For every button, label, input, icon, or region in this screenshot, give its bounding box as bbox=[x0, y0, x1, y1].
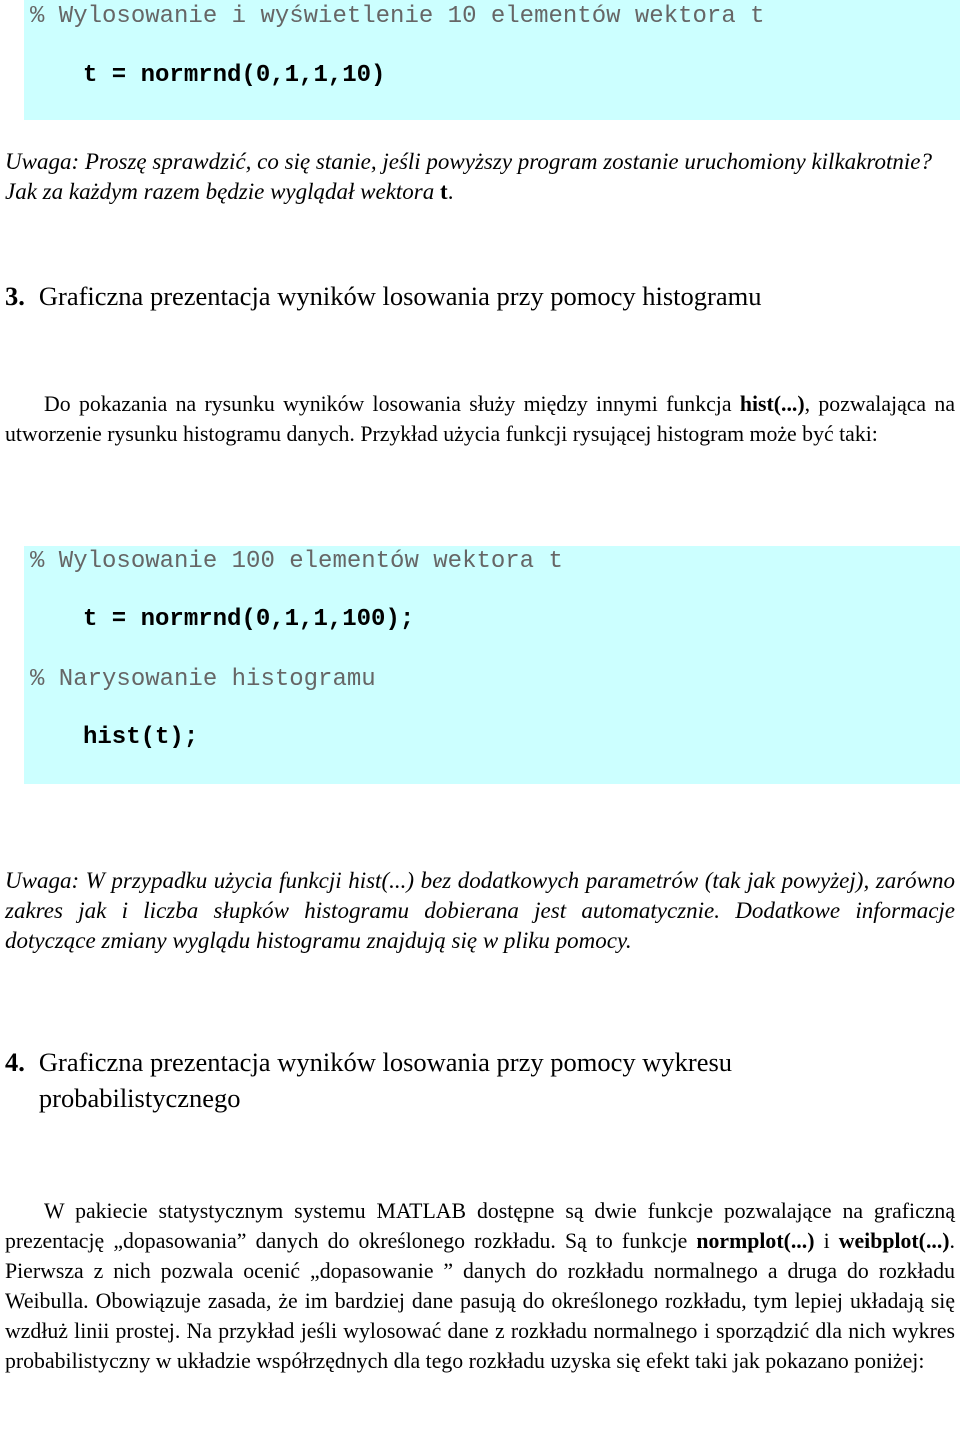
note-1-var: t bbox=[440, 179, 448, 204]
section-3-number: 3. bbox=[5, 281, 25, 311]
section-4-title-line2: probabilistycznego bbox=[38, 1083, 241, 1113]
section-4-title bbox=[39, 1044, 732, 1116]
note-1-text: Uwaga: Proszę sprawdzić, co się stanie, jeśli powyższy program zostanie uruchomiony kilkakrotnie? Jak za każdym razem będzie wyglądał wektora bbox=[5, 149, 932, 204]
section-4-paragraph bbox=[5, 1196, 955, 1376]
code-comment: % Narysowanie histogramu bbox=[30, 666, 376, 693]
section-3-paragraph bbox=[5, 389, 955, 449]
section-4-title-line1: Graficzna prezentacja wyników losowania przy pomocy wykresu bbox=[38, 1047, 733, 1077]
section-3-heading bbox=[5, 278, 761, 314]
func-normplot: normplot(...) bbox=[696, 1229, 815, 1253]
code-block-2 bbox=[24, 546, 960, 784]
func-weibplot: weibplot(...) bbox=[838, 1229, 950, 1253]
section-4-number: 4. bbox=[5, 1047, 25, 1077]
code-comment: % Wylosowanie 100 elementów wektora t bbox=[30, 548, 563, 575]
note-2: Uwaga: W przypadku użycia funkcji hist(...) bez dodatkowych parametrów (tak jak powyżej), zarówno zakres jak i liczba słupków histogramu dobierana jest automatycznie. Dodatkowe informacje dotyczące zmiany wyglądu histogramu znajdują się w pliku pomocy. bbox=[5, 868, 955, 953]
func-hist: hist(...) bbox=[739, 392, 805, 416]
code-line: t = normrnd(0,1,1,10) bbox=[83, 62, 386, 89]
section-4-heading bbox=[5, 1044, 732, 1116]
note-1 bbox=[5, 147, 955, 207]
code-block-1 bbox=[24, 0, 960, 120]
para-4-part1: W pakiecie statystycznym systemu MATLAB dostępne są dwie funkcje pozwalające na graficzną prezentację „dopasowania” danych do określonego rozkładu. Są to funkcje bbox=[5, 1199, 955, 1253]
section-3-title: Graficzna prezentacja wyników losowania przy pomocy histogramu bbox=[38, 281, 762, 311]
note-1-end: . bbox=[447, 179, 454, 204]
code-line: t = normrnd(0,1,1,100); bbox=[83, 606, 415, 633]
para-3-part1: Do pokazania na rysunku wyników losowania służy między innymi funkcja bbox=[44, 392, 732, 416]
para-4-part2: . Pierwsza z nich pozwala ocenić „dopasowanie ” danych do rozkładu normalnego a druga do rozkładu Weibulla. Obowiązuje zasada, że im bardziej dane pasują do określonego rozkładu, tym lepiej układają się wzdłuż linii prostej. Na przykład jeśli wylosować dane z rozkładu normalnego i sporządzić dla nich wykres probabilistyczny w układzie współrzędnych dla tego rozkładu uzyska się efekt taki jak pokazano poniżej: bbox=[5, 1229, 955, 1373]
code-comment: % Wylosowanie i wyświetlenie 10 elementów wektora t bbox=[30, 3, 765, 30]
code-line: hist(t); bbox=[83, 724, 199, 751]
para-4-conj: i bbox=[823, 1229, 830, 1253]
para-3-part2: , pozwalająca na utworzenie rysunku histogramu danych. Przykład użycia funkcji rysującej histogram może być taki: bbox=[5, 392, 955, 446]
